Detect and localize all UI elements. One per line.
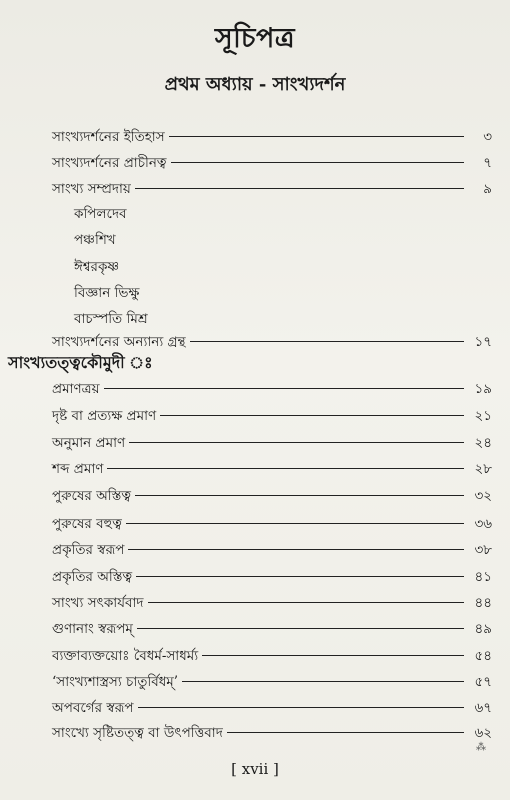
toc-entry-page: ৯ bbox=[483, 181, 492, 197]
chapter-heading: প্রথম অধ্যায় - সাংখ্যদর্শন bbox=[164, 74, 346, 95]
toc-leader bbox=[136, 576, 464, 577]
toc-entry-page: ২৮ bbox=[474, 461, 492, 477]
toc-entry-page: ৪১ bbox=[474, 569, 492, 585]
toc-entry bbox=[52, 613, 492, 637]
toc-entry-label: প্রকৃতির স্বরূপ bbox=[52, 542, 125, 558]
toc-entry bbox=[52, 427, 492, 451]
toc-entry-page: ৭ bbox=[483, 155, 492, 171]
page-title: সূচিপত্র bbox=[214, 23, 296, 54]
toc-subentry: ঈশ্বরকৃষ্ণ bbox=[74, 259, 120, 275]
toc-entry-page: ৫৪ bbox=[474, 648, 492, 664]
toc-entry bbox=[52, 121, 492, 145]
toc-subentry: বাচস্পতি মিশ্র bbox=[74, 311, 148, 327]
toc-entry-label: অপবর্গের স্বরূপ bbox=[52, 700, 134, 716]
toc-entry-page: ৬২ bbox=[474, 725, 492, 741]
toc-entry-label: সাংখ্য সম্প্রদায় bbox=[52, 181, 131, 197]
toc-entry-label: ব্যক্তাব্যক্তয়োঃ বৈধর্ম-সাধর্ম্য bbox=[52, 648, 199, 664]
toc-entry-page: ১৯ bbox=[474, 381, 492, 397]
toc-entry bbox=[52, 400, 492, 424]
toc-entry bbox=[52, 561, 492, 585]
toc-leader bbox=[202, 655, 464, 656]
toc-entry bbox=[52, 666, 492, 690]
toc-leader bbox=[227, 732, 464, 733]
toc-leader bbox=[135, 495, 464, 496]
toc-leader bbox=[129, 442, 464, 443]
toc-entry-label: সাংখ্যদর্শনের প্রাচীনত্ব bbox=[52, 155, 167, 171]
toc-entry-label: প্রকৃতির অস্তিত্ব bbox=[52, 569, 133, 585]
toc-entry-label: অনুমান প্রমাণ bbox=[52, 435, 126, 451]
toc-entry-label: পুরুষের বহুত্ব bbox=[52, 516, 122, 532]
toc-leader bbox=[135, 188, 464, 189]
page-number: [ xvii ] bbox=[231, 760, 279, 778]
toc-entry bbox=[52, 534, 492, 558]
toc-entry-page: ৫৭ bbox=[474, 674, 492, 690]
toc-leader bbox=[128, 549, 464, 550]
toc-entry-page: ১৭ bbox=[474, 334, 492, 350]
section-heading: সাংখ্যতত্ত্বকৌমুদী ঃ bbox=[8, 353, 153, 372]
toc-entry bbox=[52, 147, 492, 171]
toc-leader bbox=[182, 681, 464, 682]
toc-entry-label: দৃষ্ট বা প্রত্যক্ষ প্রমাণ bbox=[52, 408, 157, 424]
toc-entry-label: সাংখ্যদর্শনের অন্যান্য গ্রন্থ bbox=[52, 334, 186, 350]
toc-entry-label: শব্দ প্রমাণ bbox=[52, 461, 104, 477]
toc-entry-page: ২১ bbox=[474, 408, 492, 424]
toc-leader bbox=[148, 602, 464, 603]
toc-entry-label: পুরুষের অস্তিত্ব bbox=[52, 488, 131, 504]
toc-subentry: পঞ্চশিখ bbox=[74, 232, 116, 248]
toc-entry-label: গুণানাং স্বরূপম্‌ bbox=[52, 621, 133, 637]
toc-leader bbox=[104, 388, 464, 389]
toc-leader bbox=[107, 468, 464, 469]
toc-entry-label: ‘সাংখ্যশাস্ত্রস্য চাতুর্বিধম্‌’ bbox=[52, 674, 179, 690]
toc-entry bbox=[52, 692, 492, 716]
toc-entry-page: ৩৮ bbox=[474, 542, 492, 558]
toc-subentry: বিজ্ঞান ভিক্ষু bbox=[74, 285, 140, 301]
toc-leader bbox=[126, 523, 464, 524]
toc-entry bbox=[52, 453, 492, 477]
toc-entry bbox=[52, 640, 492, 664]
toc-entry bbox=[52, 173, 492, 197]
toc-entry-label: সাংখ্যদর্শনের ইতিহাস bbox=[52, 129, 165, 145]
toc-entry bbox=[52, 480, 492, 504]
toc-entry bbox=[52, 373, 492, 397]
toc-entry-page: ৩৬ bbox=[474, 516, 492, 532]
toc-entry-page: ৪৪ bbox=[474, 595, 492, 611]
toc-entry bbox=[52, 326, 492, 350]
toc-entry-label: সাংখ্য সৎকার্যবাদ bbox=[52, 595, 144, 611]
toc-entry-label: সাংখ্যে সৃষ্টিতত্ত্ব বা উৎপত্তিবাদ bbox=[52, 725, 223, 741]
toc-leader bbox=[169, 136, 464, 137]
toc-entry-page: ৪৯ bbox=[474, 621, 492, 637]
toc-entry bbox=[52, 587, 492, 611]
toc-entry-page: ৩ bbox=[483, 129, 492, 145]
toc-leader bbox=[171, 162, 464, 163]
toc-entry-label: প্রমাণত্রয় bbox=[52, 381, 100, 397]
toc-leader bbox=[137, 628, 464, 629]
toc-entry-page: ৬৭ bbox=[474, 700, 492, 716]
toc-leader bbox=[160, 415, 464, 416]
toc-entry bbox=[52, 508, 492, 532]
toc-subentry: কপিলদেব bbox=[74, 206, 127, 222]
toc-entry-page: ৩২ bbox=[474, 488, 492, 504]
ink-mark: ⁂ bbox=[476, 742, 486, 753]
toc-entry-page: ২৪ bbox=[474, 435, 492, 451]
toc-leader bbox=[138, 707, 464, 708]
toc-entry bbox=[52, 717, 492, 741]
toc-leader bbox=[190, 341, 464, 342]
